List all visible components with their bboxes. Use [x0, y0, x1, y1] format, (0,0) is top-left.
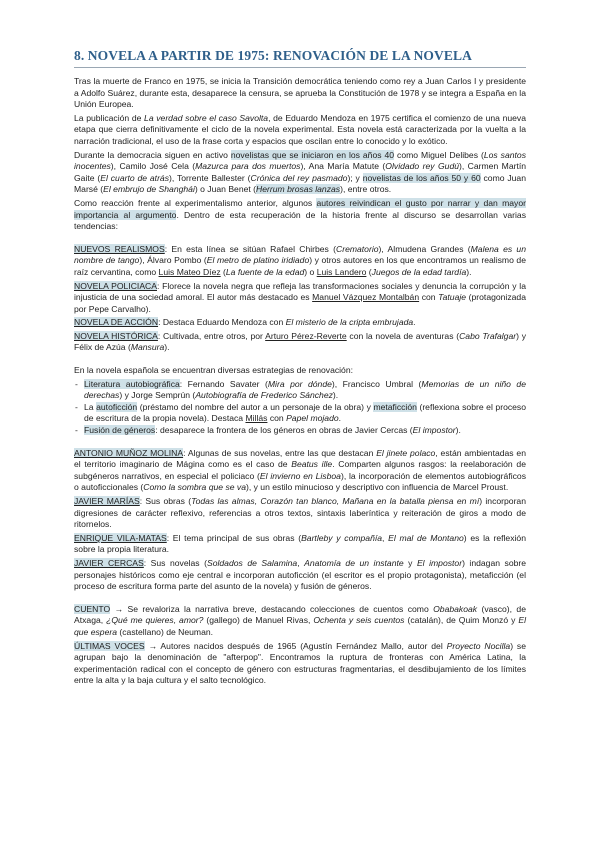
text-run: El impostor: [416, 557, 463, 568]
text-run: .: [338, 413, 342, 424]
text-run: ), Francisco Umbral (: [331, 378, 422, 389]
savolta-paragraph: [74, 113, 526, 148]
text-run: La publicación de: [74, 112, 145, 123]
text-run: ), Torrente Ballester (: [169, 172, 251, 183]
text-run: : Sus novelas (: [143, 557, 207, 568]
text-run: Como la sombra que se va: [143, 482, 246, 493]
text-run: , de Eduardo Mendoza en 1975 certifica el comienzo de una nueva etapa que cierra definitivamente el ciclo de la novela experimental. Esta novela está caracterizada por la vuelta a la narración tradicional, el uso de la frase corta y espacios que oscilan entre lo conocido y lo exótico.: [74, 112, 526, 146]
novela-policiaca-paragraph: [74, 281, 526, 316]
title-divider: [74, 67, 526, 68]
ultimas-voces-paragraph: [74, 641, 526, 687]
text-run: Arturo Pérez-Reverte: [265, 330, 347, 341]
text-run: metaficción: [373, 401, 417, 412]
text-run: (catalán), de Quim Monzó y: [404, 615, 519, 626]
text-run: : Fernando Savater (: [179, 378, 268, 389]
strategy-item: [74, 425, 526, 437]
text-run: Olvidado rey Gudú: [385, 161, 460, 172]
strategy-item: [74, 402, 526, 425]
text-run: El metro de platino iridiado: [206, 255, 310, 266]
strategies-intro-paragraph: [74, 365, 526, 377]
text-run: (gallego) de Manuel Rivas,: [203, 615, 314, 626]
text-run: ), Carmen Martín Gaite (: [74, 161, 527, 183]
text-run: Todas las almas, Corazón tan blanco, Mañana en la batalla piensa en mí: [191, 496, 480, 506]
text-run: Luis Landero: [316, 266, 367, 277]
text-run: → Autores nacidos después de 1965 (Agustín Fernández Mallo, autor del: [144, 640, 447, 651]
text-run: La: [84, 401, 97, 412]
text-run: ).: [466, 266, 472, 277]
text-run: Luis Mateo Díez: [158, 266, 221, 277]
text-run: Tras la muerte de Franco en 1975, se inicia la Transición democrática teniendo como rey a Juan Carlos I y presidente a Adolfo Suárez, durante esta, desaparece la censura, se aprueba la Constitución de 1978 y se integra a España en la Unión Europea.: [74, 76, 526, 110]
text-run: ), la incorporación de elementos autobiográficos o autoficcionales (: [74, 470, 526, 493]
text-run: NOVELA POLICIACA: [74, 280, 157, 291]
intro-section: [74, 76, 526, 377]
text-run: ) y Jorge Semprún (: [119, 390, 196, 401]
text-run: Cabo Trafalgar: [459, 330, 517, 341]
text-run: (protagonizada por Pepe Carvalho).: [74, 292, 526, 314]
text-run: . Comparten algunos rasgos: la reelaboración de subgéneros narrativos, en especial el policiaco (: [74, 459, 526, 481]
text-run: Literatura autobiográfica: [84, 378, 180, 389]
text-run: Bartleby y compañía: [301, 532, 383, 543]
text-run: ,: [382, 532, 389, 543]
intro-paragraph: [74, 76, 526, 111]
text-run: → Se revaloriza la narrativa breve, destacando colecciones de cuentos como: [110, 603, 434, 614]
text-run: (: [366, 266, 372, 277]
text-run: ).: [164, 342, 170, 353]
text-run: autores reivindican el gusto por narrar y dan mayor importancia al argumento: [74, 197, 526, 220]
text-run: Memorias de un niño de derechas: [84, 378, 526, 401]
text-run: con la novela de aventuras (: [346, 330, 460, 341]
text-run: El impostor: [412, 425, 456, 436]
text-run: El embrujo de Shanghái: [103, 184, 195, 195]
text-run: : Destaca Eduardo Mendoza con: [158, 317, 286, 328]
text-run: Obabakoak: [433, 603, 478, 614]
text-run: ) o Juan Benet (: [194, 184, 257, 195]
text-run: ) incorporan digresiones de carácter reflexivo, referencias a otros textos, sintaxis laberíntica y reiteración de giros a modo de ritornelos.: [74, 496, 526, 530]
text-run: : Sus obras (: [139, 496, 192, 506]
text-run: ), Álvaro Pombo (: [139, 255, 207, 266]
text-run: El mal de Montano: [388, 532, 464, 543]
text-run: Soldados de Salamina: [206, 557, 298, 568]
javier-cercas-paragraph: [74, 558, 526, 593]
text-run: con: [267, 413, 287, 424]
text-run: El jinete polaco: [376, 447, 436, 458]
nuevos-realismos-paragraph: [74, 244, 526, 279]
text-run: Fusión de géneros: [84, 425, 156, 436]
text-run: ), Almudena Grandes (: [378, 243, 471, 254]
text-run: ,: [297, 557, 305, 568]
text-run: , están ambientadas en el territorio imaginario de Mágina como es el caso de: [74, 447, 526, 470]
vila-matas-paragraph: [74, 533, 526, 556]
text-run: En la novela española se encuentran diversas estrategias de renovación:: [74, 365, 353, 376]
text-run: (: [220, 266, 226, 277]
text-run: JAVIER CERCAS: [74, 557, 144, 568]
text-run: autoficción: [96, 401, 138, 412]
text-run: Crematorio: [336, 243, 379, 254]
text-run: El cuarto de atrás: [100, 172, 170, 183]
text-run: ENRIQUE VILA-MATAS: [74, 532, 167, 543]
text-run: Tatuaje: [438, 292, 467, 303]
document-body: [74, 76, 526, 689]
text-run: Manuel Vázquez Montalbán: [312, 292, 420, 303]
text-run: La fuente de la edad: [225, 266, 305, 277]
text-run: ), entre otros.: [340, 184, 392, 195]
text-run: : Florece la novela negra que refleja las transformaciones sociales y denuncia la corrupción y la injusticia de una sociedad amoral. El autor más destacado es: [74, 280, 526, 303]
text-run: JAVIER MARÍAS: [74, 496, 140, 506]
text-run: ) o: [304, 266, 317, 277]
authors-section: [74, 448, 526, 687]
text-run: ).: [332, 390, 339, 401]
text-run: ) indagan sobre personajes históricos como eje central e incorporan autoficción (el escritor es el propio protagonista), metaficción (el proceso de escritura forma parte del asunto de la novela) y fusión de géneros.: [74, 557, 527, 592]
text-run: como Juan Marsé (: [74, 172, 526, 195]
text-run: Herrum brosas lanzas: [256, 184, 341, 195]
text-run: y: [403, 557, 417, 568]
text-run: ).: [455, 425, 461, 436]
strategies-list: [74, 379, 526, 437]
text-run: : El tema principal de sus obras (: [166, 532, 302, 543]
text-run: Anatomía de un instante: [304, 557, 404, 568]
text-run: Autobiografía de Frederico Sánchez: [195, 390, 333, 401]
text-run: : Cultivada, entre otros, por: [157, 330, 266, 341]
javier-marias-paragraph: [74, 496, 526, 531]
text-run: como Miguel Delibes (: [394, 149, 484, 160]
text-run: NUEVOS REALISMOS: [74, 243, 165, 254]
text-run: ) y Félix de Azúa (: [74, 330, 526, 353]
text-run: Millás: [245, 413, 268, 424]
text-run: ), Camilo José Cela (: [110, 161, 196, 172]
strategy-item: [74, 379, 526, 402]
text-run: .: [413, 317, 416, 328]
text-run: Proyecto Nocilla: [446, 640, 511, 651]
text-run: ) y otros autores en los que encontramos un realismo de raíz cervantina, como: [74, 255, 526, 277]
text-run: NOVELA DE ACCIÓN: [74, 317, 159, 328]
text-run: El invierno en Lisboa: [259, 470, 341, 481]
text-run: . Dentro de esta recuperación de la historia frente al discurso se desarrollan varias tendencias:: [74, 209, 526, 232]
text-run: ); y: [347, 172, 363, 183]
text-run: Mansura: [130, 342, 165, 353]
text-run: ), y un estilo minucioso y descriptivo con influencia de Marcel Proust.: [245, 482, 509, 493]
text-run: (vasco), de Atxaga,: [74, 603, 526, 626]
text-run: ) se agrupan bajo la denominación de "afterpop". Encontramos la ruptura de fronteras con América Latina, la experimentación radical con el concepto de género con estructuras fragmentarias, el desdibujamiento de los límites entre la alta y la baja cultura y el salto tecnológico.: [74, 640, 526, 686]
text-run: NOVELA HISTÓRICA: [74, 330, 158, 341]
text-run: ¿Qué me quieres, amor?: [106, 615, 204, 626]
text-run: Papel mojado: [286, 413, 339, 424]
munoz-molina-paragraph: [74, 448, 526, 494]
page-title: 8. NOVELA A PARTIR DE 1975: RENOVACIÓN DE LA NOVELA: [74, 48, 472, 63]
text-run: Mira por dónde: [267, 378, 332, 389]
novela-accion-paragraph: [74, 317, 526, 329]
text-run: : En esta línea se sitúan Rafael Chirbes (: [164, 243, 336, 254]
text-run: Crónica del rey pasmado: [250, 172, 348, 183]
text-run: Ochenta y seis cuentos: [313, 615, 405, 626]
text-run: ANTONIO MUÑOZ MOLINA: [74, 447, 184, 458]
text-run: Los santos inocentes: [74, 149, 526, 172]
text-run: Durante la democracia siguen en activo: [74, 149, 231, 160]
text-run: Malena es un nombre de tango: [74, 243, 526, 266]
text-run: CUENTO: [74, 603, 111, 614]
text-run: El misterio de la cripta embrujada: [285, 317, 414, 328]
text-run: Mazurca para dos muertos: [195, 161, 301, 172]
text-run: La verdad sobre el caso Savolta: [144, 112, 269, 123]
reaction-paragraph: [74, 198, 526, 233]
novela-historica-paragraph: [74, 331, 526, 354]
cuento-paragraph: [74, 604, 526, 639]
text-run: Juegos de la edad tardía: [371, 266, 467, 277]
text-run: ), Ana María Matute (: [300, 161, 386, 172]
text-run: : desaparece la frontera de los géneros en obras de Javier Cercas (: [155, 425, 413, 436]
text-run: novelistas que se iniciaron en los años 40: [230, 149, 395, 160]
text-run: : Algunas de sus novelas, entre las que destacan: [183, 447, 377, 458]
text-run: (reflexiona sobre el proceso de escritura de la propia novela). Destaca: [84, 401, 526, 424]
text-run: con: [419, 292, 439, 303]
text-run: El que espera: [74, 615, 527, 637]
text-run: Como reacción frente al experimentalismo anterior, algunos: [74, 197, 317, 208]
text-run: ÚLTIMAS VOCES: [74, 640, 145, 651]
text-run: ) es la reflexión sobre la propia literatura.: [74, 532, 526, 555]
text-run: (préstamo del nombre del autor a un personaje de la obra) y: [137, 401, 374, 412]
text-run: (castellano) de Neuman.: [117, 626, 214, 637]
text-run: Beatus ille: [291, 459, 333, 470]
democracy-paragraph: [74, 150, 526, 196]
text-run: novelistas de los años 50 y 60: [362, 172, 481, 183]
